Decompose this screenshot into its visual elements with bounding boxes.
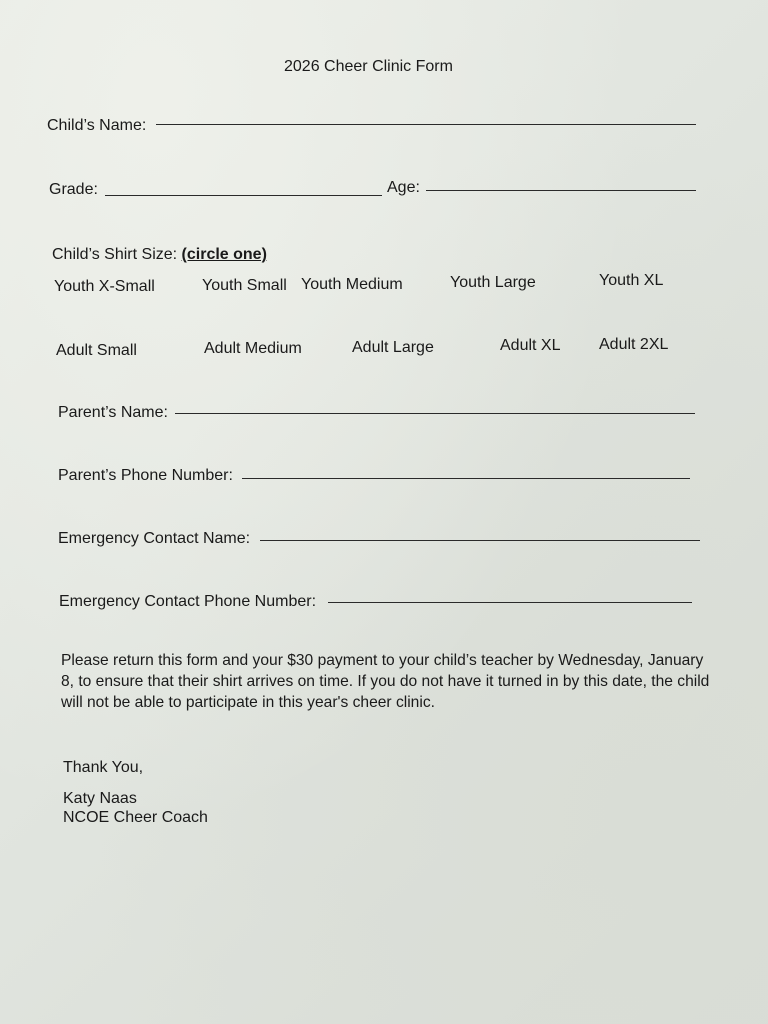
- size-option-youth-small[interactable]: Youth Small: [202, 277, 287, 294]
- size-option-adult-xl[interactable]: Adult XL: [500, 337, 561, 354]
- grade-label: Grade:: [49, 181, 98, 198]
- size-option-adult-large[interactable]: Adult Large: [352, 339, 434, 356]
- age-label: Age:: [387, 179, 420, 196]
- size-option-youth-x-small[interactable]: Youth X-Small: [54, 278, 155, 295]
- circle-one-instruction: (circle one): [181, 246, 267, 263]
- grade-field[interactable]: [105, 195, 382, 196]
- size-option-adult-small[interactable]: Adult Small: [56, 342, 137, 359]
- age-field[interactable]: [426, 190, 696, 191]
- child-name-label: Child’s Name:: [47, 117, 147, 134]
- size-option-youth-xl[interactable]: Youth XL: [599, 272, 664, 289]
- size-option-youth-large[interactable]: Youth Large: [450, 274, 536, 291]
- parent-name-field[interactable]: [175, 413, 695, 414]
- signature-title: NCOE Cheer Coach: [63, 809, 208, 826]
- instructions-paragraph: Please return this form and your $30 payment to your child’s teacher by Wednesday, January 8, to ensure that their shirt arrives on time. If you do not have it turned in by this date, the child will not be able to participate in this year's cheer clinic.: [61, 652, 710, 711]
- parent-name-label: Parent’s Name:: [58, 404, 168, 421]
- shirt-size-label: Child’s Shirt Size:: [52, 246, 178, 263]
- size-option-adult-2xl[interactable]: Adult 2XL: [599, 336, 669, 353]
- size-option-adult-medium[interactable]: Adult Medium: [204, 340, 302, 357]
- parent-phone-label: Parent’s Phone Number:: [58, 467, 233, 484]
- child-name-field[interactable]: [156, 124, 696, 125]
- signature-name: Katy Naas: [63, 790, 137, 807]
- emergency-phone-field[interactable]: [328, 602, 692, 603]
- parent-phone-field[interactable]: [242, 478, 690, 479]
- shirt-size-heading: [52, 245, 267, 265]
- closing-text: Thank You,: [63, 759, 144, 776]
- page-title: 2026 Cheer Clinic Form: [284, 58, 453, 75]
- emergency-phone-label: Emergency Contact Phone Number:: [59, 593, 317, 610]
- emergency-name-label: Emergency Contact Name:: [58, 530, 251, 547]
- size-option-youth-medium[interactable]: Youth Medium: [301, 276, 403, 293]
- emergency-name-field[interactable]: [260, 540, 700, 541]
